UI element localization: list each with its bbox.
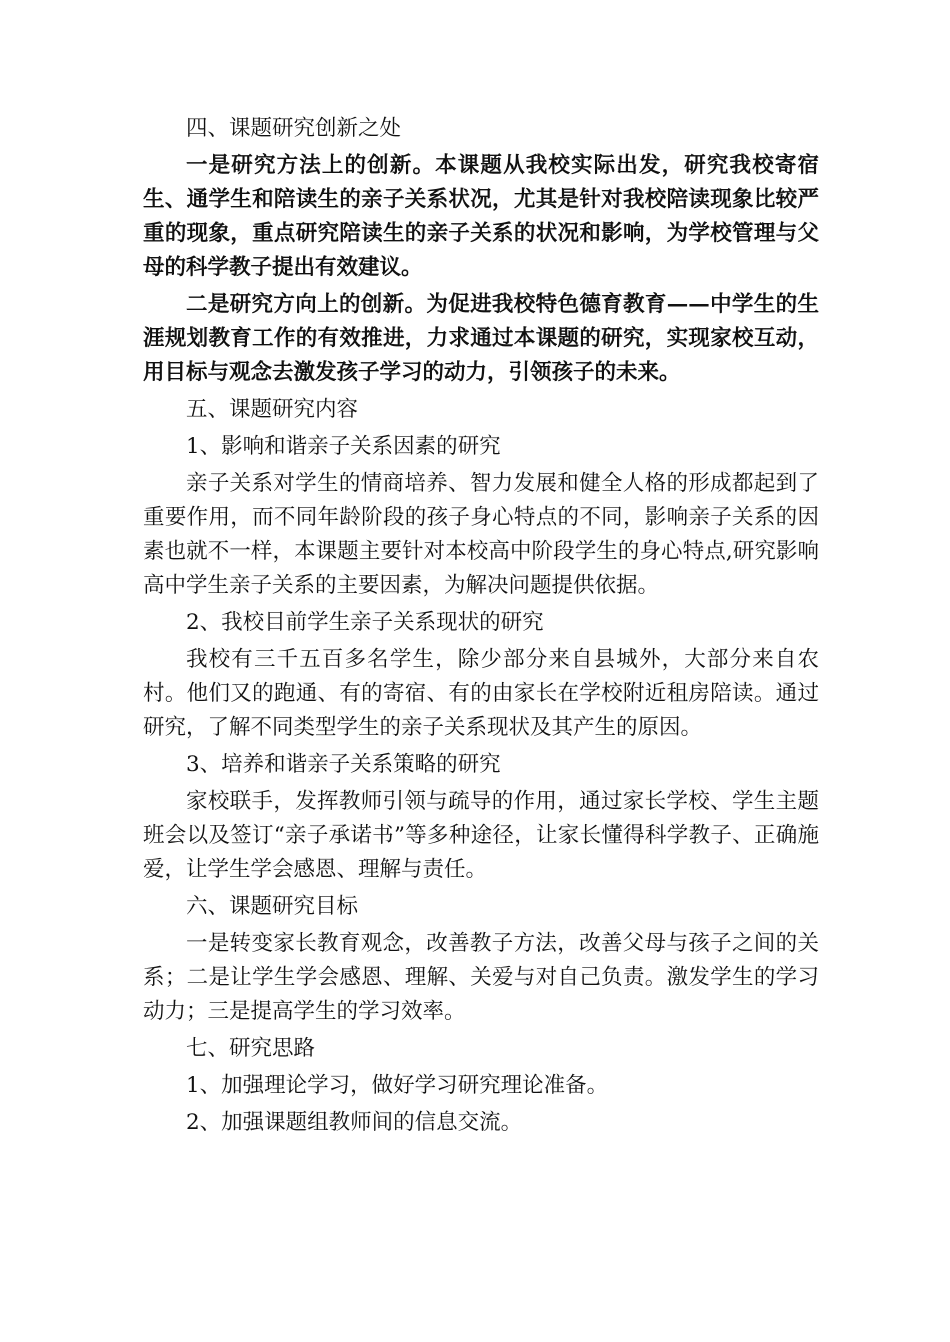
- paragraph-status: 我校有三千五百多名学生，除少部分来自县城外，大部分来自农村。他们又的跑通、有的寄宿、有的由家长在学校附近租房陪读。通过研究，了解不同类型学生的亲子关系现状及其产生的原因。: [143, 647, 819, 740]
- section-heading-approach: 七、研究思路: [186, 1036, 316, 1061]
- document-page: [143, 112, 819, 1140]
- list-item-theory: 1、加强理论学习，做好学习研究理论准备。: [186, 1073, 609, 1098]
- paragraph-direction-innovation: 二是研究方向上的创新。为促进我校特色德育教育——中学生的生涯规划教育工作的有效推进，力求通过本课题的研究，实现家校互动，用目标与观念去激发孩子学习的动力，引领孩子的未来。: [143, 292, 819, 385]
- paragraph-method-innovation: 一是研究方法上的创新。本课题从我校实际出发，研究我校寄宿生、通学生和陪读生的亲子关系状况，尤其是针对我校陪读现象比较严重的现象，重点研究陪读生的亲子关系的状况和影响，为学校管理与父母的科学教子提出有效建议。: [143, 153, 819, 280]
- list-item-communication: 2、加强课题组教师间的信息交流。: [186, 1110, 523, 1135]
- section-heading-content: 五、课题研究内容: [186, 397, 359, 422]
- section-heading-goals: 六、课题研究目标: [186, 894, 359, 919]
- paragraph-goals: 一是转变家长教育观念，改善教子方法，改善父母与孩子之间的关系；二是让学生学会感恩、理解、关爱与对自己负责。激发学生的学习动力；三是提高学生的学习效率。: [143, 931, 819, 1024]
- paragraph-strategy: 家校联手，发挥教师引领与疏导的作用，通过家长学校、学生主题班会以及签订“亲子承诺书”等多种途径，让家长懂得科学教子、正确施爱，让学生学会感恩、理解与责任。: [143, 789, 819, 882]
- subheading-strategy: 3、培养和谐亲子关系策略的研究: [186, 752, 501, 777]
- paragraph-factors: 亲子关系对学生的情商培养、智力发展和健全人格的形成都起到了重要作用，而不同年龄阶段的孩子身心特点的不同，影响亲子关系的因素也就不一样，本课题主要针对本校高中阶段学生的身心特点,研究影响高中学生亲子关系的主要因素，为解决问题提供依据。: [143, 471, 819, 598]
- subheading-factors: 1、影响和谐亲子关系因素的研究: [186, 434, 501, 459]
- subheading-status: 2、我校目前学生亲子关系现状的研究: [186, 610, 544, 635]
- section-heading-innovation: 四、课题研究创新之处: [186, 116, 402, 141]
